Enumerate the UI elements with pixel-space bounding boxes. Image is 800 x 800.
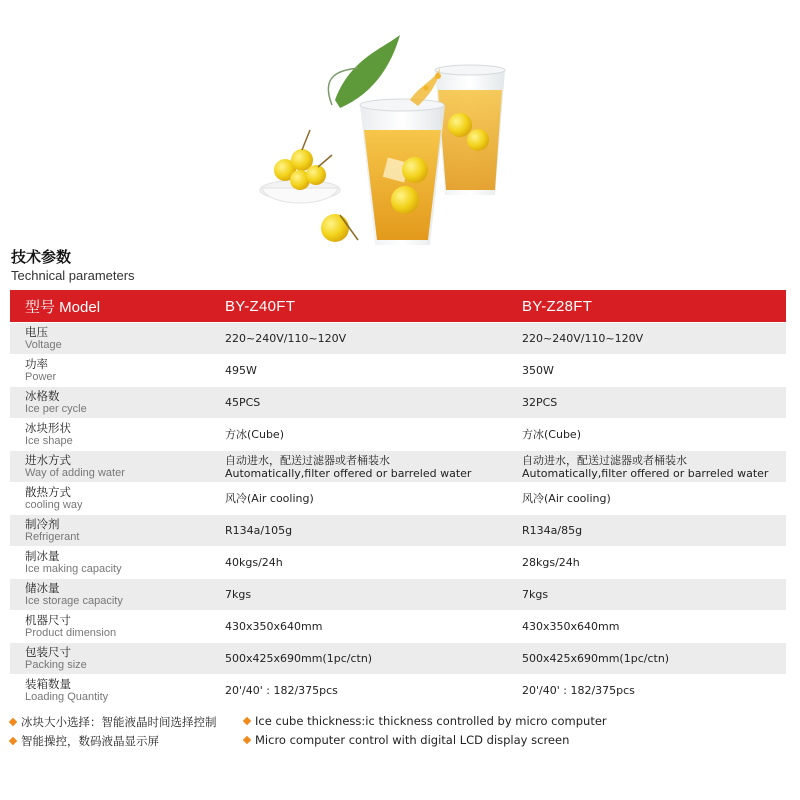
- row-value-2: 430x350x640mm: [522, 620, 620, 633]
- row-value-1: 风冷(Air cooling): [225, 492, 314, 505]
- row-label-en: Ice making capacity: [25, 562, 122, 575]
- table-row: [10, 610, 786, 642]
- row-value-2: 风冷(Air cooling): [522, 492, 611, 505]
- row-value-1: 自动进水，配送过滤器或者桶装水: [225, 453, 390, 467]
- row-value-1: 45PCS: [225, 396, 261, 409]
- row-label-en: Refrigerant: [25, 530, 80, 543]
- row-value-1: R134a/105g: [225, 524, 293, 537]
- row-label-zh: 进水方式: [25, 452, 71, 467]
- row-value-1: 495W: [225, 364, 257, 377]
- row-label-zh: 制冰量: [25, 548, 60, 563]
- row-value-1-en: Automatically,filter offered or barreled water: [225, 466, 472, 480]
- row-value-1: 430x350x640mm: [225, 620, 323, 633]
- row-value-2: 350W: [522, 364, 554, 377]
- section-title-en: Technical parameters: [11, 268, 135, 283]
- feature-text: Micro computer control with digital LCD display screen: [255, 733, 570, 747]
- row-label-zh: 功率: [25, 356, 48, 371]
- row-label-zh: 电压: [25, 324, 48, 339]
- row-label-en: cooling way: [25, 498, 83, 511]
- diamond-bullet-icon: [243, 736, 251, 744]
- row-value-2-en: Automatically,filter offered or barreled water: [522, 466, 769, 480]
- row-label-zh: 冰格数: [25, 388, 60, 403]
- table-row: [10, 386, 786, 418]
- feature-item: [244, 733, 569, 747]
- row-value-2: 32PCS: [522, 396, 558, 409]
- row-label-en: Way of adding water: [25, 466, 125, 479]
- row-label-en: Product dimension: [25, 626, 117, 639]
- row-value-2: 500x425x690mm(1pc/ctn): [522, 652, 670, 665]
- iced-tea-illustration: [240, 30, 560, 250]
- row-value-2: 7kgs: [522, 588, 549, 601]
- row-value-2: 28kgs/24h: [522, 556, 580, 569]
- section-title-zh: 技术参数: [11, 248, 72, 266]
- table-row: [10, 578, 786, 610]
- row-label-en: Ice per cycle: [25, 402, 87, 415]
- row-label-en: Power: [25, 370, 57, 383]
- spec-table-header: [10, 290, 786, 322]
- table-row: [10, 450, 786, 482]
- table-row: [10, 482, 786, 514]
- row-label-en: Ice shape: [25, 434, 73, 447]
- table-row: [10, 642, 786, 674]
- feature-item: [244, 714, 607, 728]
- row-value-2: 220~240V/110~120V: [522, 332, 644, 345]
- row-value-1: 7kgs: [225, 588, 252, 601]
- row-label-en: Packing size: [25, 658, 87, 671]
- row-value-1: 20'/40' : 182/375pcs: [225, 684, 338, 697]
- diamond-bullet-icon: [9, 737, 17, 745]
- hero-image: [240, 30, 560, 250]
- section-title: [11, 248, 135, 284]
- row-value-1: 40kgs/24h: [225, 556, 283, 569]
- leaf-shape: [335, 35, 400, 108]
- diamond-bullet-icon: [9, 718, 17, 726]
- table-row: [10, 674, 786, 706]
- row-value-2: 20'/40' : 182/375pcs: [522, 684, 635, 697]
- row-label-zh: 制冷剂: [25, 516, 60, 531]
- feature-text: 冰块大小选择：智能液晶时间选择控制: [21, 715, 217, 729]
- feature-text: 智能操控，数码液晶显示屏: [21, 734, 159, 748]
- row-label-zh: 包装尺寸: [25, 644, 71, 659]
- row-value-1: 方冰(Cube): [225, 428, 284, 441]
- table-row: [10, 322, 786, 354]
- table-row: [10, 418, 786, 450]
- row-value-2: 自动进水，配送过滤器或者桶装水: [522, 453, 687, 467]
- row-label-zh: 机器尺寸: [25, 612, 71, 627]
- row-label-zh: 储冰量: [25, 580, 60, 595]
- header-model-1: BY-Z40FT: [225, 297, 296, 315]
- row-label-en: Voltage: [25, 338, 62, 351]
- header-model-2: BY-Z28FT: [522, 297, 593, 315]
- feature-text: Ice cube thickness:ic thickness controlled by micro computer: [255, 714, 607, 728]
- row-value-2: 方冰(Cube): [522, 428, 581, 441]
- row-label-en: Loading Quantity: [25, 690, 109, 703]
- diamond-bullet-icon: [243, 717, 251, 725]
- row-label-en: Ice storage capacity: [25, 594, 123, 607]
- table-row: [10, 546, 786, 578]
- row-value-1: 220~240V/110~120V: [225, 332, 347, 345]
- row-value-2: R134a/85g: [522, 524, 583, 537]
- row-value-1: 500x425x690mm(1pc/ctn): [225, 652, 373, 665]
- row-label-zh: 冰块形状: [25, 420, 71, 435]
- row-label-zh: 装箱数量: [25, 676, 71, 691]
- feature-item: [10, 733, 159, 749]
- spec-table: [10, 290, 786, 706]
- header-model-label: 型号 Model: [25, 298, 101, 316]
- table-row: [10, 354, 786, 386]
- table-row: [10, 514, 786, 546]
- row-label-zh: 散热方式: [25, 484, 71, 499]
- feature-item: [10, 714, 217, 730]
